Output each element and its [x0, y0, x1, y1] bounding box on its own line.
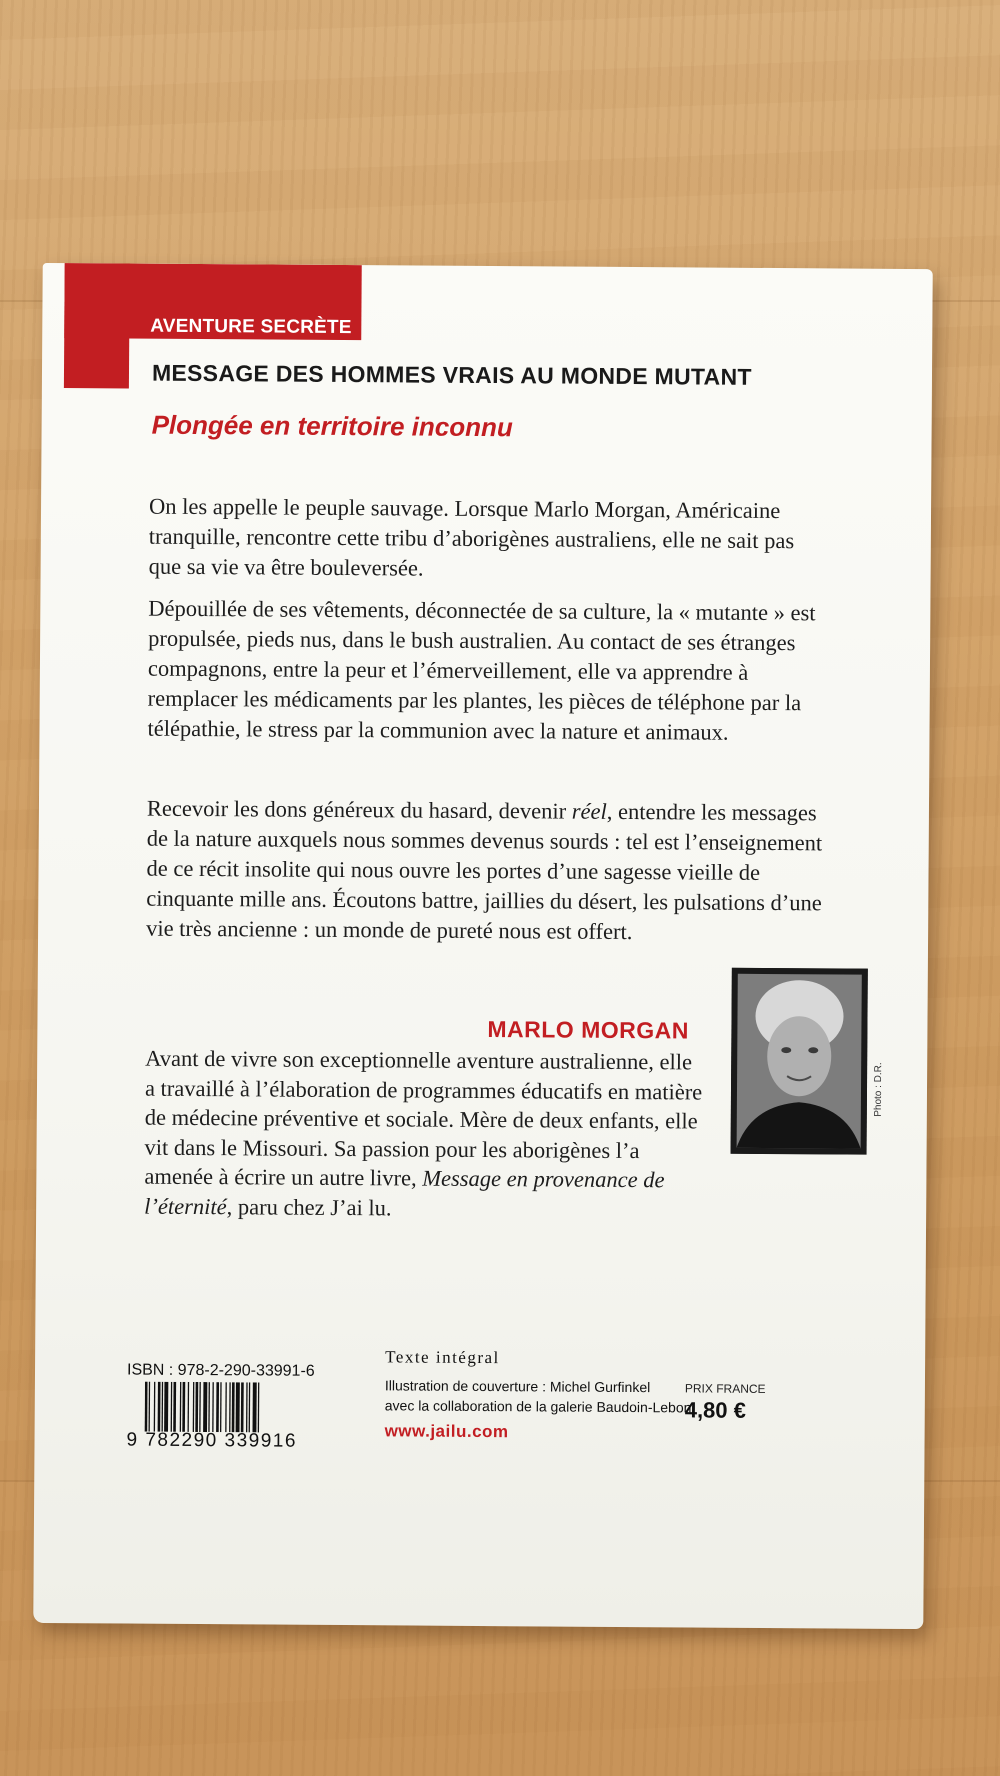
- book-back-cover: [33, 263, 932, 1629]
- series-label: AVENTURE SECRÈTE: [150, 315, 352, 339]
- author-photo: [731, 968, 868, 1155]
- isbn: ISBN : 978-2-290-33991-6: [126, 1361, 315, 1380]
- blurb-text: Recevoir les dons généreux du hasard, devenir: [146, 795, 572, 824]
- barcode-bar: [208, 1382, 210, 1432]
- barcode-bar: [193, 1382, 195, 1432]
- bio-text: , paru chez J’ai lu.: [226, 1193, 392, 1220]
- author-bio: [144, 1044, 705, 1225]
- barcode-bar: [229, 1382, 231, 1432]
- barcode-bar: [145, 1382, 148, 1432]
- photo-credit: Photo : D.R.: [872, 1062, 885, 1117]
- cover-credits-collaboration: avec la collaboration de la galerie Baudoin-Lebon: [384, 1397, 692, 1416]
- blurb-paragraph-1: On les appelle le peuple sauvage. Lorsque Marlo Morgan, Américaine tranquille, rencontre cette tribu d’aborigènes australiens, elle ne sait pas que sa vie va être bouleversée.: [148, 493, 795, 581]
- publisher-website: www.jailu.com: [384, 1421, 509, 1442]
- barcode-bar: [149, 1382, 151, 1432]
- price: 4,80 €: [684, 1397, 747, 1423]
- barcode-bar: [246, 1382, 248, 1432]
- barcode-bar: [212, 1382, 214, 1432]
- barcode-bar: [171, 1382, 173, 1432]
- barcode-digits: 9 782290 339916: [126, 1429, 298, 1452]
- barcode-bar: [182, 1382, 185, 1432]
- price-label: PRIX FRANCE: [684, 1381, 766, 1396]
- barcode-bar: [232, 1382, 235, 1432]
- bio-book-title: Message en provenance de l’éternité: [144, 1165, 665, 1219]
- barcode-bar: [180, 1382, 182, 1432]
- blurb-paragraph-3: [146, 794, 827, 949]
- barcode-bar: [203, 1382, 207, 1432]
- barcode-bar: [188, 1382, 190, 1432]
- blurb-paragraph-2: Dépouillée de ses vêtements, déconnectée de sa culture, la « mutante » est propulsée, pieds nus, dans le bush australien. Au contact de ses étranges compagnons, entre la peur et l’émerveillement, elle va apprendre à remplacer les médicaments par les plantes, les pièces de téléphone par la télépathie, le stress par la communion avec la nature et animaux.: [147, 595, 816, 745]
- author-name: MARLO MORGAN: [487, 1016, 689, 1044]
- integral-text-label: Texte intégral: [385, 1347, 500, 1368]
- book-subtitle: Plongée en territoire inconnu: [151, 409, 513, 443]
- blurb-emphasis: réel: [571, 798, 607, 824]
- barcode-bar: [216, 1382, 219, 1432]
- barcode-bar: [158, 1382, 161, 1432]
- barcode-bar: [225, 1382, 227, 1432]
- barcode-bar: [164, 1382, 168, 1432]
- book-headline: MESSAGE DES HOMMES VRAIS AU MONDE MUTANT: [151, 359, 752, 390]
- barcode: [145, 1382, 333, 1433]
- barcode-bar: [236, 1382, 240, 1432]
- bio-text: Avant de vivre son exceptionnelle aventure australienne, elle a travaillé à l’élaboration de programmes éducatifs en matière de médecine préventive et sociale. Mère de deux enfants, elle vit dans le Missouri. Sa passion pour les aborigènes l’a amenée à écrire un autre livre,: [144, 1045, 703, 1191]
- barcode-bar: [249, 1382, 251, 1432]
- barcode-bar: [173, 1382, 176, 1432]
- barcode-bar: [220, 1382, 222, 1432]
- barcode-bar: [195, 1382, 198, 1432]
- barcode-bar: [162, 1382, 164, 1432]
- blurb-text: , entendre les messages de la nature auxquels nous sommes devenus sourds : tel est l’enseignement de ce récit insolite qui nous ouvre les portes d’une sagesse vieille de cinquante mille ans. Écoutons battre, jaillies du désert, les pulsations d’une vie très ancienne : un monde de pureté nous est offert.: [146, 798, 823, 945]
- barcode-bar: [252, 1382, 256, 1432]
- barcode-bar: [241, 1382, 244, 1432]
- cover-credits: Illustration de couverture : Michel Gurfinkel: [384, 1377, 651, 1396]
- barcode-bar: [199, 1382, 201, 1432]
- barcode-bar: [258, 1382, 260, 1432]
- barcode-bar: [154, 1382, 156, 1432]
